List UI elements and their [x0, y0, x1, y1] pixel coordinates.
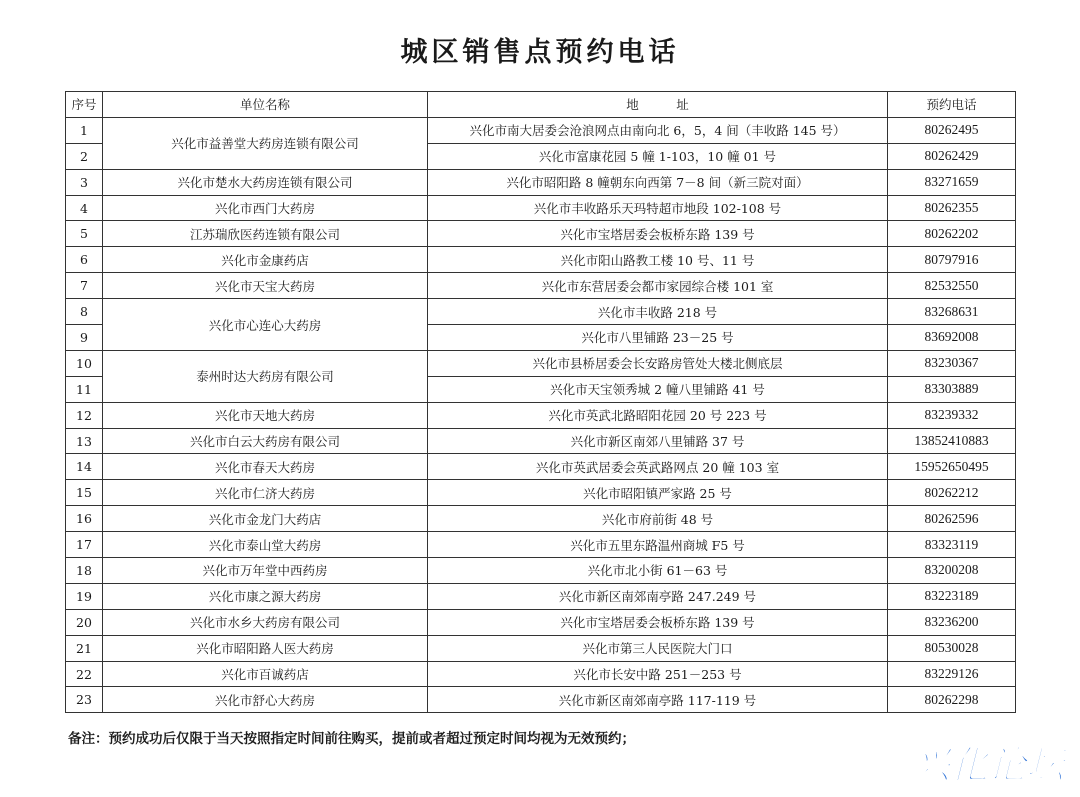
row-address: 兴化市北小街 61－63 号 — [428, 558, 888, 584]
row-no: 18 — [66, 558, 103, 584]
row-name: 江苏瑞欣医药连锁有限公司 — [103, 221, 428, 247]
row-address: 兴化市长安中路 251－253 号 — [428, 661, 888, 687]
row-address: 兴化市天宝领秀城 2 幢八里铺路 41 号 — [428, 376, 888, 402]
row-name: 兴化市天地大药房 — [103, 402, 428, 428]
row-no: 9 — [66, 325, 103, 351]
row-address: 兴化市县桥居委会长安路房管处大楼北侧底层 — [428, 350, 888, 376]
row-phone: 80262355 — [888, 195, 1016, 221]
row-name: 兴化市金龙门大药店 — [103, 506, 428, 532]
row-phone: 80797916 — [888, 247, 1016, 273]
row-no: 8 — [66, 299, 103, 325]
row-address: 兴化市五里东路温州商城 F5 号 — [428, 532, 888, 558]
row-no: 11 — [66, 376, 103, 402]
header-phone: 预约电话 — [888, 92, 1016, 118]
row-phone: 15952650495 — [888, 454, 1016, 480]
row-address: 兴化市东营居委会都市家园综合楼 101 室 — [428, 273, 888, 299]
table-row — [66, 480, 1016, 506]
header-name: 单位名称 — [103, 92, 428, 118]
row-phone: 83239332 — [888, 402, 1016, 428]
row-phone: 83200208 — [888, 558, 1016, 584]
row-phone: 83236200 — [888, 609, 1016, 635]
row-name: 兴化市百诚药店 — [103, 661, 428, 687]
row-no: 15 — [66, 480, 103, 506]
row-address: 兴化市宝塔居委会板桥东路 139 号 — [428, 221, 888, 247]
row-name: 兴化市楚水大药房连锁有限公司 — [103, 169, 428, 195]
table-row — [66, 609, 1016, 635]
row-phone: 80262495 — [888, 117, 1016, 143]
row-name: 兴化市金康药店 — [103, 247, 428, 273]
row-phone: 80262202 — [888, 221, 1016, 247]
row-address: 兴化市八里铺路 23－25 号 — [428, 325, 888, 351]
table-row — [66, 635, 1016, 661]
row-no: 10 — [66, 350, 103, 376]
row-name: 兴化市心连心大药房 — [103, 299, 428, 351]
watermark-text: 兴化论坛 — [912, 743, 1065, 787]
table-row — [66, 532, 1016, 558]
table-row — [66, 454, 1016, 480]
row-no: 20 — [66, 609, 103, 635]
table-row — [66, 221, 1016, 247]
row-no: 1 — [66, 117, 103, 143]
row-no: 17 — [66, 532, 103, 558]
header-no: 序号 — [66, 92, 103, 118]
row-no: 6 — [66, 247, 103, 273]
table-row — [66, 558, 1016, 584]
row-no: 13 — [66, 428, 103, 454]
row-address: 兴化市丰收路乐天玛特超市地段 102-108 号 — [428, 195, 888, 221]
row-phone: 83230367 — [888, 350, 1016, 376]
table-row — [66, 273, 1016, 299]
row-name: 兴化市昭阳路人医大药房 — [103, 635, 428, 661]
header-address: 地 址 — [428, 92, 888, 118]
row-phone: 83303889 — [888, 376, 1016, 402]
row-address: 兴化市新区南郊南亭路 117-119 号 — [428, 687, 888, 713]
row-name: 兴化市水乡大药房有限公司 — [103, 609, 428, 635]
row-phone: 80530028 — [888, 635, 1016, 661]
row-name: 兴化市仁济大药房 — [103, 480, 428, 506]
row-address: 兴化市新区南郊八里铺路 37 号 — [428, 428, 888, 454]
row-name: 兴化市天宝大药房 — [103, 273, 428, 299]
row-name: 兴化市白云大药房有限公司 — [103, 428, 428, 454]
row-address: 兴化市昭阳路 8 幢朝东向西第 7－8 间（新三院对面） — [428, 169, 888, 195]
row-address: 兴化市昭阳镇严家路 25 号 — [428, 480, 888, 506]
row-address: 兴化市丰收路 218 号 — [428, 299, 888, 325]
table-row — [66, 661, 1016, 687]
table-row — [66, 350, 1016, 376]
row-address: 兴化市英武居委会英武路网点 20 幢 103 室 — [428, 454, 888, 480]
row-phone: 80262596 — [888, 506, 1016, 532]
table-row — [66, 195, 1016, 221]
row-address: 兴化市新区南郊南亭路 247.249 号 — [428, 583, 888, 609]
row-no: 14 — [66, 454, 103, 480]
row-name: 兴化市泰山堂大药房 — [103, 532, 428, 558]
row-address: 兴化市南大居委会沧浪网点由南向北 6，5，4 间（丰收路 145 号） — [428, 117, 888, 143]
row-no: 22 — [66, 661, 103, 687]
row-phone: 80262212 — [888, 480, 1016, 506]
row-name: 兴化市西门大药房 — [103, 195, 428, 221]
row-address: 兴化市府前街 48 号 — [428, 506, 888, 532]
row-no: 16 — [66, 506, 103, 532]
row-phone: 83229126 — [888, 661, 1016, 687]
row-phone: 83692008 — [888, 325, 1016, 351]
row-phone: 13852410883 — [888, 428, 1016, 454]
row-name: 兴化市舒心大药房 — [103, 687, 428, 713]
row-phone: 83271659 — [888, 169, 1016, 195]
row-no: 2 — [66, 143, 103, 169]
row-name: 兴化市万年堂中西药房 — [103, 558, 428, 584]
row-no: 19 — [66, 583, 103, 609]
row-phone: 83268631 — [888, 299, 1016, 325]
row-no: 3 — [66, 169, 103, 195]
table-row — [66, 506, 1016, 532]
row-name: 泰州时达大药房有限公司 — [103, 350, 428, 402]
row-name: 兴化市康之源大药房 — [103, 583, 428, 609]
row-name: 兴化市益善堂大药房连锁有限公司 — [103, 117, 428, 169]
table-header-row — [66, 92, 1016, 118]
row-phone: 83223189 — [888, 583, 1016, 609]
row-no: 5 — [66, 221, 103, 247]
row-address: 兴化市阳山路教工楼 10 号、11 号 — [428, 247, 888, 273]
table-row — [66, 169, 1016, 195]
row-address: 兴化市第三人民医院大门口 — [428, 635, 888, 661]
row-address: 兴化市宝塔居委会板桥东路 139 号 — [428, 609, 888, 635]
table-row — [66, 247, 1016, 273]
row-no: 7 — [66, 273, 103, 299]
row-address: 兴化市英武北路昭阳花园 20 号 223 号 — [428, 402, 888, 428]
table-row — [66, 299, 1016, 325]
table-row — [66, 117, 1016, 143]
row-phone: 83323119 — [888, 532, 1016, 558]
watermark-logo — [908, 736, 1073, 788]
table-row — [66, 583, 1016, 609]
row-no: 12 — [66, 402, 103, 428]
pharmacy-table — [65, 91, 1016, 713]
page-title: 城区销售点预约电话 — [400, 37, 680, 68]
table-row — [66, 687, 1016, 713]
row-no: 4 — [66, 195, 103, 221]
row-phone: 82532550 — [888, 273, 1016, 299]
row-phone: 80262429 — [888, 143, 1016, 169]
row-phone: 80262298 — [888, 687, 1016, 713]
footnote: 备注：预约成功后仅限于当天按照指定时间前往购买，提前或者超过预定时间均视为无效预约； — [68, 731, 635, 747]
row-name: 兴化市春天大药房 — [103, 454, 428, 480]
row-no: 23 — [66, 687, 103, 713]
row-address: 兴化市富康花园 5 幢 1-103，10 幢 01 号 — [428, 143, 888, 169]
row-no: 21 — [66, 635, 103, 661]
table-row — [66, 428, 1016, 454]
table-row — [66, 402, 1016, 428]
